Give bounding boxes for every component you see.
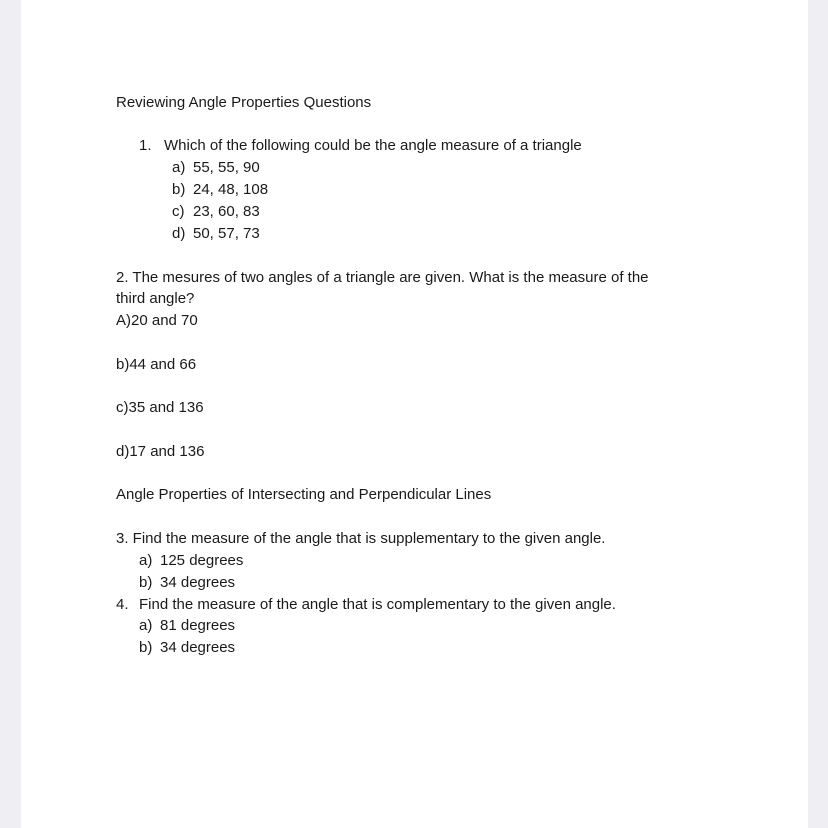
option: a) 125 degrees bbox=[139, 552, 244, 569]
option: a) 55, 55, 90 bbox=[172, 159, 260, 176]
question-1 bbox=[139, 135, 582, 157]
option: d)17 and 136 bbox=[116, 443, 205, 460]
question-number: 1. bbox=[139, 137, 152, 154]
option: b) 34 degrees bbox=[139, 639, 236, 656]
option: b) 34 degrees bbox=[139, 574, 236, 591]
section-title: Angle Properties of Intersecting and Perpendicular Lines bbox=[116, 486, 492, 503]
option: a) 81 degrees bbox=[139, 617, 236, 634]
option: d) 50, 57, 73 bbox=[172, 225, 260, 242]
question-2-line-1: 2. The mesures of two angles of a triangle are given. What is the measure of the bbox=[116, 269, 649, 286]
option: c)35 and 136 bbox=[116, 399, 204, 416]
document-page bbox=[21, 0, 808, 828]
question-3: 3. Find the measure of the angle that is supplementary to the given angle. bbox=[116, 530, 606, 547]
option: A)20 and 70 bbox=[116, 312, 198, 329]
question-text: Find the measure of the angle that is complementary to the given angle. bbox=[139, 596, 616, 613]
option: b)44 and 66 bbox=[116, 356, 197, 373]
document-title: Reviewing Angle Properties Questions bbox=[116, 94, 372, 111]
question-text: Which of the following could be the angle measure of a triangle bbox=[164, 137, 582, 154]
question-2-line-2: third angle? bbox=[116, 290, 195, 307]
question-number: 4. bbox=[116, 596, 129, 613]
option: c) 23, 60, 83 bbox=[172, 203, 260, 220]
option: b) 24, 48, 108 bbox=[172, 181, 269, 198]
question-4 bbox=[116, 594, 616, 616]
